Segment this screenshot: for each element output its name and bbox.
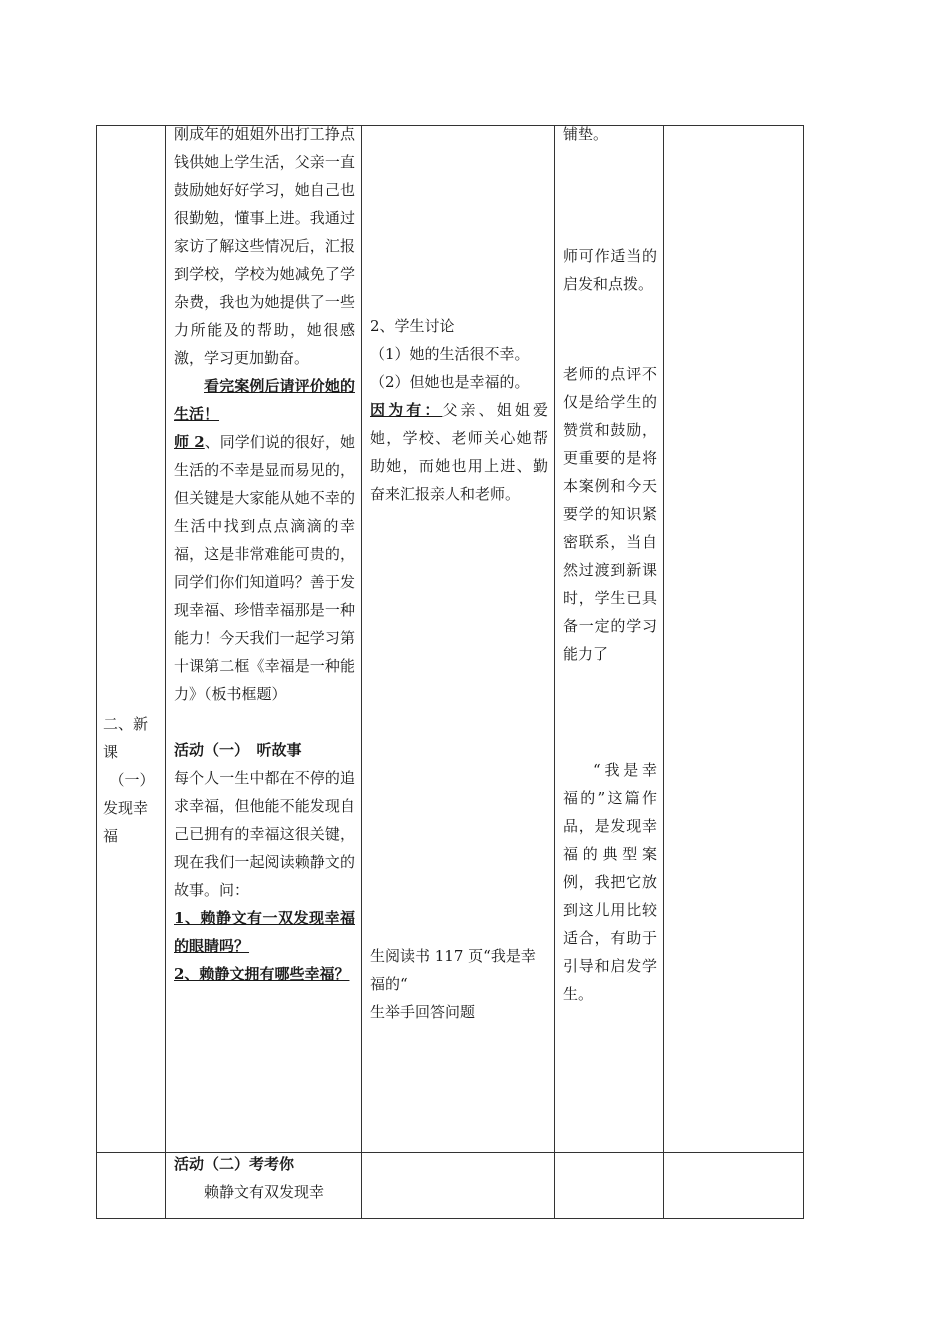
story-paragraph: 刚成年的姐姐外出打工挣点钱供她上学生活，父亲一直鼓励她好好学习，她自己也很勤勉，懂事上进。我通过家访了解这些情况后，汇报到学校，学校为她减免了学杂费，我也为她提供了一些力所能及的帮助，她很感激，学习更加勤奋。: [174, 125, 355, 367]
section-heading-cell: [103, 710, 161, 850]
activity1-title: 活动（一） 听故事: [174, 741, 302, 759]
note-text: 师可作适当的启发和点拨。: [563, 247, 657, 293]
section-title: 二、新课: [103, 715, 149, 761]
evaluation-prompt: 看完案例后请评价她的生活！: [174, 377, 355, 423]
activity1-text: 每个人一生中都在不停的追求幸福，但他能不能发现自己已拥有的幸福这很关键，现在我们一起阅读赖静文的故事。问：: [174, 769, 355, 899]
student-reading-cell: [370, 942, 548, 1026]
student-activity-cell: [370, 312, 548, 508]
teacher-remark-text: 、同学们说的很好，她生活的不幸是显而易见的，但关键是大家能从她不幸的生活中找到点点滴滴的幸福，这是非常难能可贵的，同学们你们知道吗？善于发现幸福、珍惜幸福那是一种能力！今天我们一起学习第十课第二框《幸福是一种能力》（板书框题）: [174, 433, 355, 703]
design-note-3: [563, 360, 657, 668]
design-note-2: [563, 242, 657, 298]
because-label: 因为有：: [370, 401, 443, 419]
note-text: “我是幸福的”这篇作品，是发现幸福的典型案例，我把它放到这儿用比较适合，有助于引导和启发学生。: [563, 761, 657, 1003]
discussion-point-1: （1）她的生活很不幸。: [370, 345, 530, 363]
question-1: 1、赖静文有一双发现幸福的眼睛吗？: [174, 909, 355, 955]
reading-task: 生阅读书 117 页“我是幸福的“: [370, 947, 536, 993]
because-text: 父亲、姐姐爱她，学校、老师关心她帮助她，而她也用上进、勤奋来汇报亲人和老师。: [370, 401, 548, 503]
subsection-title: 发现幸福: [103, 799, 149, 845]
activity2-cell: [174, 1150, 355, 1206]
teacher-activity-cell: [174, 120, 355, 988]
question-2: 2、赖静文拥有哪些幸福？: [174, 965, 350, 983]
activity2-title: 活动（二）考考你: [174, 1155, 295, 1173]
lesson-plan-table: [96, 125, 804, 1219]
design-note-4: [563, 756, 657, 1008]
activity2-text: 赖静文有双发现幸: [204, 1183, 325, 1201]
column-divider: [554, 126, 555, 1218]
teacher-remark: [174, 428, 355, 708]
answer-task: 生举手回答问题: [370, 1003, 476, 1021]
column-divider: [165, 126, 166, 1218]
because-line: [370, 396, 548, 508]
note-text: 老师的点评不仅是给学生的赞赏和鼓励，更重要的是将本案例和今天要学的知识紧密联系，当自然过渡到新课时，学生已具备一定的学习能力了: [563, 365, 657, 663]
design-note-1: [563, 120, 657, 148]
subsection-number: （一）: [109, 771, 155, 789]
column-divider: [663, 126, 664, 1218]
note-text: 铺垫。: [563, 125, 609, 143]
column-divider: [361, 126, 362, 1218]
discussion-title: 2、学生讨论: [370, 317, 455, 335]
discussion-point-2: （2）但她也是幸福的。: [370, 373, 530, 391]
teacher-label: 师 2: [174, 433, 205, 451]
